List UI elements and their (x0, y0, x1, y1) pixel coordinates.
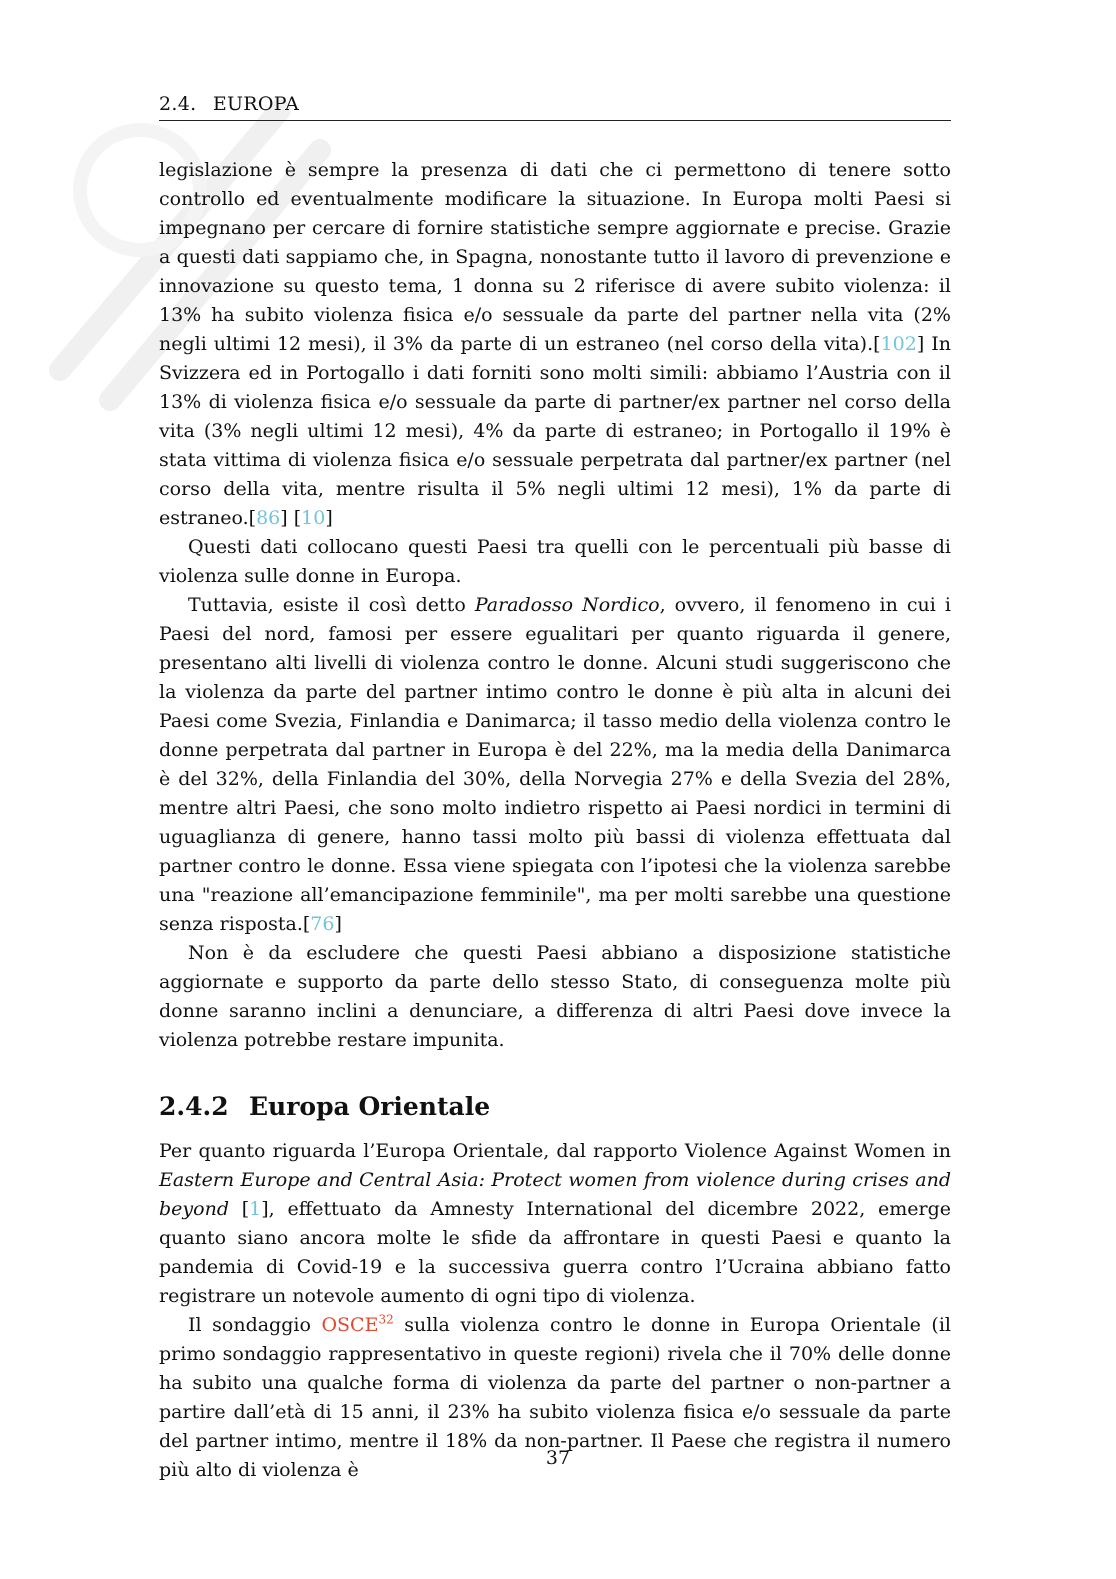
citation-link-76[interactable]: 76 (310, 913, 335, 935)
paragraph-3-text-a: Tuttavia, esiste il così detto (188, 594, 475, 616)
paragraph-5-text-c: ], effettuato da Amnesty International del dicembre 2022, emerge quanto siano ancora molte le sfide da affrontare in questi Paesi e quanto la pandemia di Covid-19 e la successiva guerra contro l’Ucraina abbiano fatto registrare un notevole aumento di ogni tipo di violenza. (159, 1198, 951, 1307)
paragraph-1-text-a: legislazione è sempre la presenza di dati che ci permettono di tenere sotto controllo ed eventualmente modificare la situazione. In Europa molti Paesi si impegnano per cercare di fornire statistiche sempre aggiornate e precise. Grazie a questi dati sappiamo che, in Spagna, nonostante tutto il lavoro di prevenzione e innovazione su questo tema, 1 donna su 2 riferisce di avere subito violenza: il 13% ha subito violenza fisica e/o sessuale da parte del partner nella vita (2% negli ultimi 12 mesi), il 3% da parte di un estraneo (nel corso della vita).[ (159, 159, 951, 355)
paragraph-1-text-d: ] (325, 507, 333, 529)
header-section-title: EUROPA (212, 93, 300, 115)
header-rule (159, 120, 951, 121)
citation-link-86[interactable]: 86 (256, 507, 281, 529)
paragraph-2: Questi dati collocano questi Paesi tra quelli con le percentuali più basse di violenza sulle donne in Europa. (159, 536, 951, 587)
citation-link-102[interactable]: 102 (880, 333, 917, 355)
paragraph-3-emphasis: Paradosso Nordico (474, 594, 660, 616)
paragraph-3-text-c: ] (334, 913, 342, 935)
page-number: 37 (545, 1447, 571, 1469)
paragraph-1-text-c: ] [ (280, 507, 302, 529)
paragraph-5 (159, 1137, 951, 1311)
paragraph-4: Non è da escludere che questi Paesi abbiano a disposizione statistiche aggiornate e supporto da parte dello stesso Stato, di conseguenza molte più donne saranno inclini a denunciare, a differenza di altri Paesi dove invece la violenza potrebbe restare impunita. (159, 942, 951, 1051)
paragraph-6-text-b: sulla violenza contro le donne in Europa Orientale (il primo sondaggio rappresentativo in queste regioni) rivela che il 70% delle donne ha subito una qualche forma di violenza da parte del partner o non-partner a partire dall’età di 15 anni, il 23% ha subito violenza fisica e/o sessuale da parte del partner intimo, mentre il 18% da non-partner. Il Paese che registra il numero più alto di violenza è (159, 1314, 951, 1481)
citation-link-10[interactable]: 10 (301, 507, 326, 529)
citation-link-1[interactable]: 1 (249, 1198, 262, 1220)
paragraph-1-text-b: ] In Svizzera ed in Portogallo i dati forniti sono molti simili: abbiamo l’Austria con il 13% di violenza fisica e/o sessuale da parte di partner/ex partner nel corso della vita (3% negli ultimi 12 mesi), 4% da parte di estraneo; in Portogallo il 19% è stata vittima di violenza fisica e/o sessuale perpetrata dal partner/ex partner (nel corso della vita, mentre risulta il 5% negli ultimi 12 mesi), 1% da parte di estraneo.[ (159, 333, 951, 529)
paragraph-5-text-a: Per quanto riguarda l’Europa Orientale, dal rapporto Violence Against Women in (159, 1140, 951, 1162)
acronym-link-osce[interactable] (321, 1314, 393, 1336)
running-header (159, 92, 951, 116)
section-number: 2.4.2 (159, 1092, 229, 1121)
paragraph-5-text-b: [ (228, 1198, 250, 1220)
paragraph-1 (159, 156, 951, 533)
paragraph-5-emphasis: Eastern Europe and Central Asia: Protect women from violence during crises and beyond (159, 1169, 951, 1220)
paragraph-3-text-b: , ovvero, il fenomeno in cui i Paesi del nord, famosi per essere egualitari per quanto riguarda il genere, presentano alti livelli di violenza contro le donne. Alcuni studi suggeriscono che la violenza da parte del partner intimo contro le donne è più alta in alcuni dei Paesi come Svezia, Finlandia e Danimarca; il tasso medio della violenza contro le donne perpetrata dal partner in Europa è del 22%, ma la media della Danimarca è del 32%, della Finlandia del 30%, della Norvegia 27% e della Svezia del 28%, mentre altri Paesi, che sono molto indietro rispetto ai Paesi nordici in termini di uguaglianza di genere, hanno tassi molto più bassi di violenza effettuata dal partner contro le donne. Essa viene spiegata con l’ipotesi che la violenza sarebbe una "reazione all’emancipazione femminile", ma per molti sarebbe una questione senza risposta.[ (159, 594, 952, 935)
page-body (159, 156, 951, 1485)
section-heading (159, 1091, 951, 1123)
acronym-text: OSCE (321, 1314, 379, 1336)
section-title: Europa Orientale (249, 1092, 491, 1121)
paragraph-3 (159, 591, 951, 939)
paragraph-6-text-a: Il sondaggio (188, 1314, 322, 1336)
header-section-number: 2.4. (159, 93, 197, 115)
footnote-marker: 32 (378, 1312, 394, 1327)
